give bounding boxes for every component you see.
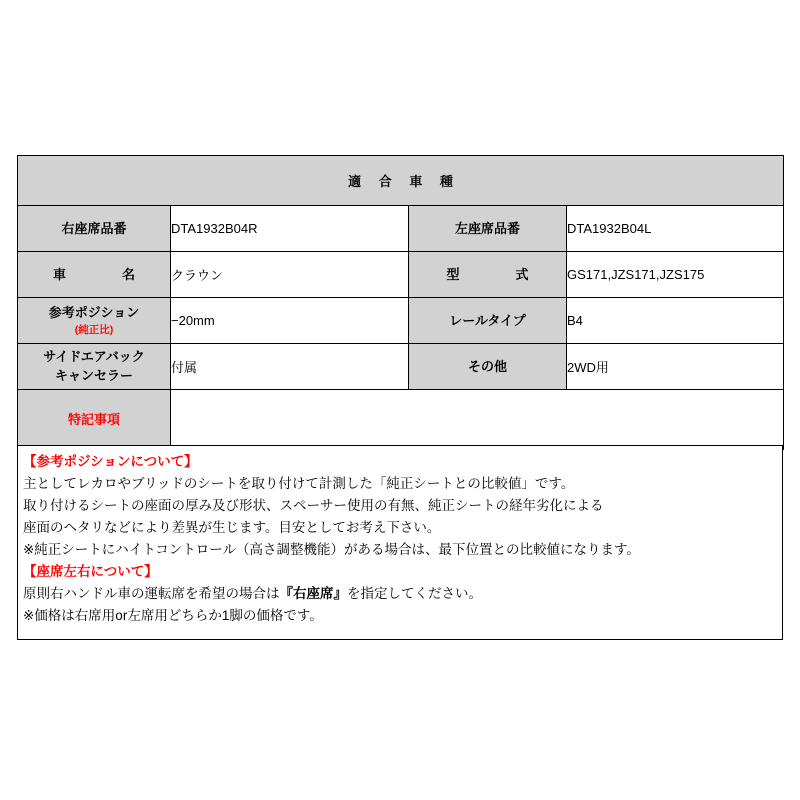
compatibility-table [17,155,784,450]
model-code-value: GS171,JZS171,JZS175 [567,252,784,298]
rail-type-value: B4 [567,298,784,344]
left-seat-partnumber-label: 左座席品番 [409,206,567,252]
table-row [18,206,784,252]
other-value: 2WD用 [567,344,784,390]
left-seat-partnumber-value: DTA1932B04L [567,206,784,252]
note-text-before: 原則右ハンドル車の運転席を希望の場合は [23,586,280,601]
side-airbag-canceller-label-line1: サイドエアバック [43,348,145,364]
note-line: 主としてレカロやブリッドのシートを取り付けて計測した「純正シートとの比較値」です。 [23,476,575,491]
side-airbag-canceller-label [18,344,171,390]
table-title: 適 合 車 種 [18,156,784,206]
special-notes-label: 特記事項 [18,390,171,450]
notes-box [17,445,783,640]
table-row [18,252,784,298]
note-heading-seat-side: 【座席左右について】 [23,564,158,579]
rail-type-label: レールタイプ [409,298,567,344]
table-title-row [18,156,784,206]
side-airbag-canceller-value: 付属 [171,344,409,390]
vehicle-name-label [18,252,171,298]
vehicle-name-label-text: 車 名 [52,266,145,282]
table-row [18,390,784,450]
reference-position-sublabel: (純正比) [74,323,114,336]
right-seat-partnumber-label: 右座席品番 [18,206,171,252]
table-row [18,298,784,344]
note-line: 取り付けるシートの座面の厚み及び形状、スペーサー使用の有無、純正シートの経年劣化による [23,498,604,513]
reference-position-label [18,298,171,344]
note-text-emphasis: 『右座席』 [279,586,347,601]
right-seat-partnumber-value: DTA1932B04R [171,206,409,252]
model-code-label-text: 型 式 [446,266,539,282]
note-heading-reference-position: 【参考ポジションについて】 [23,454,198,469]
note-line: 座面のヘタリなどにより差異が生じます。目安としてお考え下さい。 [23,520,441,535]
table-row [18,344,784,390]
special-notes-value [171,390,784,450]
model-code-label [409,252,567,298]
vehicle-name-value: クラウン [171,252,409,298]
side-airbag-canceller-label-line2: キャンセラー [54,367,133,383]
note-line: ※価格は右席用or左席用どちらか1脚の価格です。 [23,608,323,623]
note-line: ※純正シートにハイトコントロール（高さ調整機能）がある場合は、最下位置との比較値になります。 [23,542,640,557]
note-text-after: を指定してください。 [347,586,482,601]
reference-position-label-text: 参考ポジション [48,305,140,321]
note-line-seat-side [23,583,782,605]
reference-position-value: −20mm [171,298,409,344]
other-label: その他 [409,344,567,390]
